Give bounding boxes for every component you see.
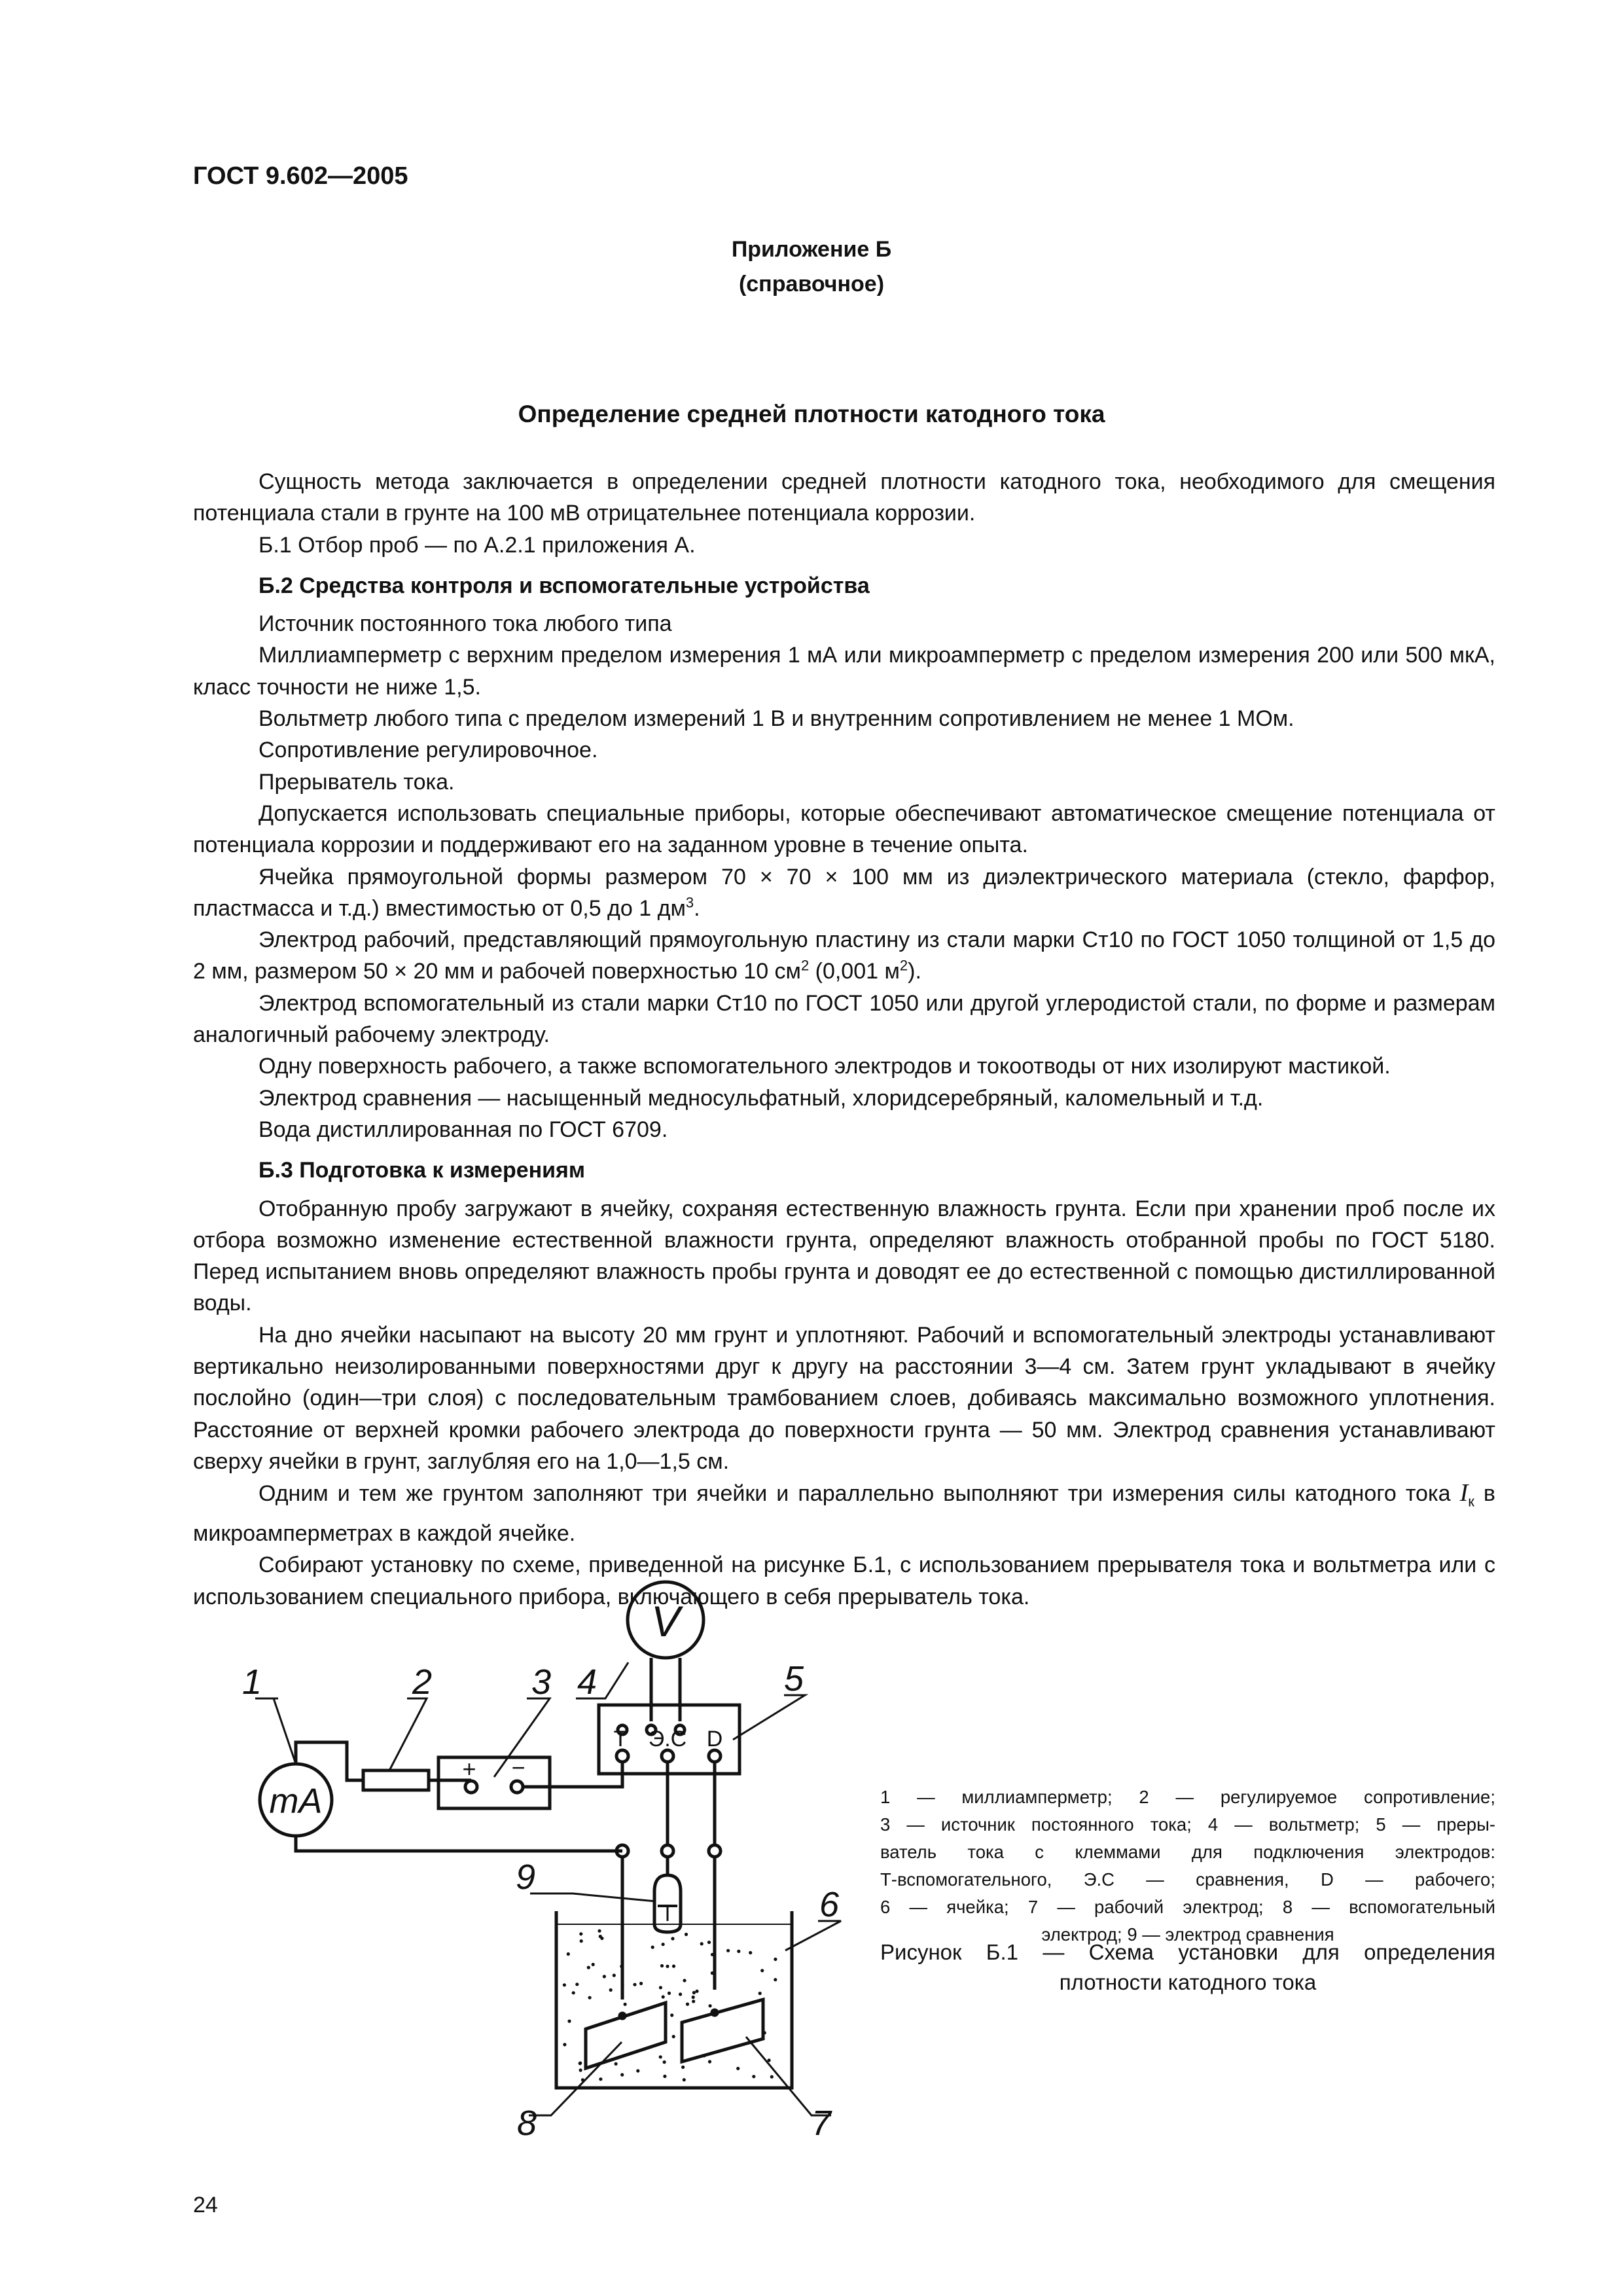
terminal-es-label: Э.С — [648, 1727, 687, 1751]
punct: ). — [908, 959, 921, 984]
soil-dot — [700, 1942, 704, 1945]
soil-dot — [683, 2078, 686, 2081]
heading-b3: Б.3 Подготовка к измерениям — [259, 1158, 586, 1183]
soil-dot — [659, 1986, 662, 1989]
annex-kind: (справочное) — [738, 272, 885, 296]
soil-dot — [749, 1951, 752, 1954]
soil-dot — [567, 2020, 571, 2023]
item-water: Вода дистиллированная по ГОСТ 6709. — [259, 1117, 668, 1142]
item-cell-text: Ячейка прямоугольной формы размером 70 × 70 × 100 мм из диэлектрического материала (стекло, фарфор, пластмасса и т.д.) вместимостью от 0,5 до 1 дм — [193, 864, 1495, 921]
terminal-t-label: T — [613, 1727, 628, 1751]
callout-8: 8 — [517, 2104, 537, 2140]
soil-dot — [615, 2062, 618, 2066]
soil-dot — [685, 1933, 688, 1936]
figure-caption — [880, 1937, 1495, 1998]
soil-dot — [613, 1974, 616, 1977]
callout-leader-1 — [255, 1698, 296, 1764]
soil-dot — [636, 2069, 639, 2072]
soil-dot — [575, 1982, 579, 1986]
soil-dot — [609, 1988, 613, 1992]
soil-dot — [672, 1965, 675, 1968]
soil-dot — [662, 1995, 665, 1998]
dc-source — [438, 1757, 550, 1808]
soil-dot — [683, 1979, 686, 1982]
soil-dot — [663, 2075, 666, 2078]
callout-leader-6 — [785, 1921, 841, 1950]
soil-dot — [726, 1949, 730, 1952]
soil-dot — [659, 2055, 662, 2058]
source-terminal — [511, 1781, 523, 1793]
annex-name: Приложение Б — [731, 237, 892, 262]
soil-dot — [633, 1983, 636, 1986]
text-fragment: (0,001 м — [809, 959, 900, 984]
soil-dot — [580, 1939, 583, 1943]
soil-dot — [737, 1950, 740, 1953]
legend-line: электрод; 9 — электрод сравнения — [1041, 1924, 1334, 1945]
soil-dot — [579, 2062, 582, 2065]
callout-3: 3 — [531, 1662, 552, 1702]
item-interrupter: Прерыватель тока. — [259, 769, 455, 795]
soil-dot — [597, 1929, 601, 1933]
soil-dot — [707, 1941, 711, 1944]
soil-dot — [579, 1932, 582, 1935]
resistor — [363, 1770, 429, 1790]
prep-paragraph-2: На дно ячейки насыпают на высоту 20 мм грунт и уплотняют. Рабочий и вспомогательный электроды устанавливают вертикально неизолированными поверхностями друг к другу на расстоянии 3—4 см. Затем грунт укладывают в ячейку послойно (один—три слоя) с последовательным трамбованием слоев, добиваясь максимально возможного уплотнения. Расстояние от верхней кромки рабочего электрода до поверхности грунта — 50 мм. Электрод сравнения устанавливают сверху ячейки в грунт, заглубляя его на 1,0—1,5 см. — [193, 1322, 1495, 1474]
soil-dot — [692, 1991, 696, 1994]
soil-dot — [774, 1978, 777, 1981]
superscript: 3 — [685, 894, 694, 911]
soil-dot — [563, 2043, 566, 2046]
terminal-t — [616, 1750, 628, 1762]
terminal-d — [709, 1750, 721, 1762]
soil-dot — [572, 1991, 575, 1994]
soil-dot — [592, 1963, 595, 1966]
item-reference-electrode: Электрод сравнения — насыщенный медносульфатный, хлоридсеребряный, каломельный и т.д. — [259, 1085, 1264, 1111]
item-current-source: Источник постоянного тока любого типа — [259, 611, 672, 637]
soil-dot — [709, 2004, 712, 2007]
plus-sign: + — [462, 1755, 476, 1782]
wire — [296, 1742, 363, 1780]
item-resistor: Сопротивление регулировочное. — [259, 738, 598, 763]
caption-line-1: Рисунок Б.1 — Схема установки для определения — [880, 1940, 1495, 1964]
soil-dot — [651, 1946, 654, 1949]
soil-dot — [620, 2073, 624, 2076]
prep-paragraph-4: Собирают установку по схеме, приведенной на рисунке Б.1, с использованием прерывателя тока и вольтметра или с использованием специального прибора, включающего в себя прерыватель тока. — [193, 1552, 1495, 1609]
superscript: 2 — [899, 958, 908, 975]
soil-dot — [599, 1935, 602, 1938]
prep-paragraph-3 — [193, 1477, 1495, 1549]
item-milliammeter: Миллиамперметр с верхним пределом измерения 1 мА или микроамперметр с пределом измерения 200 или 500 мкА, класс точности не ниже 1,5. — [193, 643, 1495, 700]
clause-b1: Б.1 Отбор проб — по А.2.1 приложения А. — [259, 532, 696, 558]
soil-dot — [563, 1983, 566, 1986]
soil-dot — [770, 2075, 774, 2079]
callout-leader-5 — [733, 1695, 805, 1740]
reference-electrode — [654, 1875, 681, 1932]
section-title: Определение средней плотности катодного тока — [518, 401, 1105, 427]
soil-dot — [736, 2067, 740, 2070]
legend-line: Т-вспомогательного, Э.С — сравнения, D — рабочего; — [880, 1869, 1495, 1890]
symbol-subscript: к — [1468, 1493, 1474, 1510]
symbol-i: I — [1459, 1479, 1469, 1507]
cathodic-current-symbol — [1459, 1479, 1474, 1510]
item-insulation: Одну поверхность рабочего, а также вспомогательного электродов и токоотводы от них изолируют мастикой. — [259, 1054, 1391, 1079]
body-text — [193, 466, 1495, 1613]
contact-dot — [620, 2013, 625, 2018]
terminal-es — [662, 1750, 673, 1762]
legend-line: ватель тока с клеммами для подключения электродов: — [880, 1842, 1495, 1862]
callout-4: 4 — [577, 1662, 597, 1702]
item-special-devices: Допускается использовать специальные приборы, которые обеспечивают автоматическое смещение потенциала от потенциала коррозии и поддерживают его на заданном уровне в течение опыта. — [193, 800, 1495, 858]
callout-6: 6 — [819, 1885, 840, 1924]
voltmeter-label: V — [651, 1597, 681, 1645]
soil-dot — [760, 1969, 764, 1972]
soil-dot — [670, 2013, 673, 2017]
item-voltmeter: Вольтметр любого типа с пределом измерений 1 В и внутренним сопротивлением не менее 1 МОм. — [259, 706, 1294, 732]
minus-sign: − — [511, 1754, 526, 1781]
soil-dot — [692, 1996, 695, 1999]
soil-dot — [588, 1996, 592, 2000]
soil-dot — [695, 1990, 698, 1993]
setup-schematic — [216, 1571, 870, 2140]
callout-7: 7 — [812, 2104, 832, 2140]
soil-dot — [663, 2060, 666, 2064]
soil-dot — [671, 1937, 674, 1940]
caption-line-2: плотности катодного тока — [1059, 1970, 1317, 1994]
prep-paragraph-3-text: Одним и тем же грунтом заполняют три ячейки и параллельно выполняют три измерения силы катодного тока — [259, 1481, 1451, 1507]
callout-5: 5 — [784, 1659, 804, 1698]
soil-dot — [666, 1965, 669, 1968]
soil-dot — [603, 1975, 606, 1978]
soil-dot — [672, 2035, 675, 2038]
soil-dot — [758, 1992, 762, 1995]
soil-dot — [567, 1952, 570, 1956]
working-electrode — [682, 2000, 763, 2062]
wire — [296, 1836, 622, 1851]
cell-terminal-ref — [662, 1845, 673, 1857]
heading-b2: Б.2 Средства контроля и вспомогательные устройства — [259, 573, 870, 598]
callout-2: 2 — [412, 1662, 433, 1702]
legend-line: 1 — миллиамперметр; 2 — регулируемое сопротивление; — [880, 1787, 1495, 1807]
item-auxiliary-electrode: Электрод вспомогательный из стали марки Ст10 по ГОСТ 1050 или другой углеродистой стали, по форме и размерам аналогичный рабочему электроду. — [193, 990, 1495, 1048]
document-code: ГОСТ 9.602—2005 — [193, 162, 408, 190]
callout-9: 9 — [516, 1857, 536, 1897]
soil-dot — [579, 2068, 582, 2072]
page-number: 24 — [193, 2193, 218, 2217]
soil-dot — [774, 1958, 777, 1961]
callout-leader-9 — [530, 1893, 656, 1901]
figure-legend — [880, 1784, 1495, 1948]
cell-terminal-work — [709, 1845, 721, 1857]
soil-dot — [692, 2000, 695, 2003]
auxiliary-electrode — [586, 2003, 666, 2068]
text-fragment: в микроамперметрах в каждой ячейке. — [193, 1481, 1495, 1547]
soil-dot — [599, 2077, 602, 2081]
item-working-electrode-text: Электрод рабочий, представляющий прямоугольную пластину из стали марки Ст10 по ГОСТ 1050 толщиной от 1,5 до 2 мм, размером 50 × 20 мм и рабочей поверхностью 10 см — [193, 927, 1495, 984]
item-cell — [193, 861, 1495, 925]
soil-dot — [708, 2060, 711, 2063]
soil-dot — [639, 1982, 643, 1985]
soil-dot — [686, 2003, 689, 2006]
item-working-electrode — [193, 924, 1495, 988]
terminal-d-label: D — [706, 1727, 723, 1751]
soil-dot — [587, 1966, 590, 1969]
soil-dot — [662, 1943, 665, 1946]
soil-dot — [660, 1964, 664, 1967]
soil-dot — [624, 2003, 627, 2006]
legend-line: 6 — ячейка; 7 — рабочий электрод; 8 — вспомогательный — [880, 1897, 1495, 1917]
legend-line: 3 — источник постоянного тока; 4 — вольтметр; 5 — преры- — [880, 1814, 1495, 1835]
soil-dot — [681, 2066, 685, 2069]
callout-1: 1 — [242, 1662, 262, 1702]
soil-dot — [668, 1992, 671, 1995]
intro-paragraph: Сущность метода заключается в определении средней плотности катодного тока, необходимого для смещения потенциала стали в грунте на 100 мВ отрицательнее потенциала коррозии. — [193, 469, 1495, 526]
callout-leader-2 — [389, 1698, 427, 1770]
prep-paragraph-1: Отобранную пробу загружают в ячейку, сохраняя естественную влажность грунта. Если при хранении проб после их отбора возможно изменение естественной влажности грунта, определяют влажность отобранной пробы по ГОСТ 5180. Перед испытанием вновь определяют влажность пробы грунта и доводят ее до естественной с помощью дистиллированной воды. — [193, 1196, 1495, 1316]
source-terminal — [465, 1781, 477, 1793]
milliammeter-label: mA — [269, 1782, 323, 1821]
superscript: 2 — [800, 958, 810, 975]
punct: . — [694, 895, 700, 921]
contact-dot — [712, 2010, 717, 2015]
soil-dot — [679, 1992, 682, 1996]
soil-dot — [752, 2075, 755, 2078]
